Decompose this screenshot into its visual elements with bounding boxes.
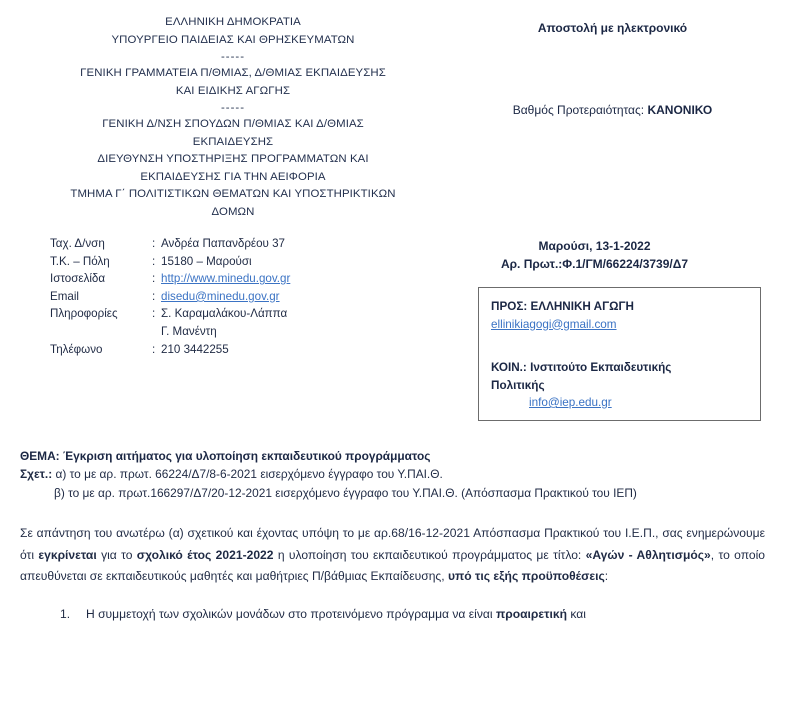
contact-row	[50, 253, 448, 271]
text-run: και	[567, 606, 586, 621]
contact-separator: :	[152, 272, 156, 286]
directorate-line-2: ΕΚΠΑΙΔΕΥΣΗΣ	[192, 135, 274, 148]
contact-and-addressee-zone	[0, 235, 787, 421]
recipient-box-spacer	[491, 333, 750, 359]
contact-label	[50, 323, 152, 341]
text-run: Η συμμετοχή των σχολικών μονάδων στο προτεινόμενο πρόγραμμα να είναι	[86, 606, 496, 621]
emphasis-run: «Αγών - Αθλητισμός»	[585, 547, 711, 562]
org-line-ministry: ΥΠΟΥΡΓΕΙΟ ΠΑΙΔΕΙΑΣ ΚΑΙ ΘΡΗΣΚΕΥΜΑΤΩΝ	[111, 33, 355, 46]
text-run: για το	[96, 547, 137, 562]
contact-label: Ταχ. Δ/νση	[50, 237, 105, 250]
subject-text: Έγκριση αιτήματος για υλοποίηση εκπαιδευτικού προγράμματος	[62, 448, 431, 463]
document-header	[0, 0, 787, 221]
document-meta	[454, 235, 769, 273]
text-run: Σε απάντηση του ανωτέρω (α) σχετικού και έχοντας υπόψη το με αρ.68/16-12-2021 Απόσπασμα Πρακτικού του Ι.Ε.Π., σας ενημερώνουμε ότι	[20, 526, 765, 562]
contact-value: Σ. Καραμαλάκου-Λάππα	[161, 307, 288, 321]
priority-line	[456, 102, 769, 118]
org-line-republic: ΕΛΛΗΝΙΚΗ ΔΗΜΟΚΡΑΤΙΑ	[165, 16, 301, 28]
contact-value: Ανδρέα Παπανδρέου 37	[161, 237, 285, 250]
reference-line-b	[20, 484, 765, 503]
subject-label: ΘΕΜΑ:	[20, 448, 60, 463]
contact-separator: :	[152, 342, 156, 356]
contact-label: Ιστοσελίδα	[50, 272, 106, 286]
contact-row	[50, 235, 448, 253]
contact-row	[50, 323, 448, 341]
emphasis-run: υπό τις εξής προϋποθέσεις	[447, 569, 605, 583]
reference-line-a	[20, 465, 765, 484]
directorate-line-4: ΕΚΠΑΙΔΕΥΣΗΣ ΓΙΑ ΤΗΝ ΑΕΙΦΟΡΙΑ	[140, 170, 326, 183]
recipient-cc-line-1: ΚΟΙΝ.: Ινστιτούτο Εκπαιδευτικής	[491, 361, 672, 374]
recipient-email-link[interactable]: ellinikiagogi@gmail.com	[491, 317, 617, 331]
text-run: η υλοποίηση του εκπαιδευτικού προγράμματος με τίτλο:	[273, 547, 586, 562]
header-divider-1: -----	[221, 51, 245, 63]
directorate-line-6: ΔΟΜΩΝ	[211, 205, 255, 218]
recipient-box	[478, 287, 761, 421]
subject-line	[20, 447, 765, 466]
emphasis-run: προαιρετική	[495, 606, 567, 621]
recipient-to-line: ΠΡΟΣ: ΕΛΛΗΝΙΚΗ ΑΓΩΓΗ	[491, 300, 634, 313]
delivery-and-priority-block	[448, 10, 769, 118]
place-and-date: Μαρούσι, 13-1-2022	[538, 239, 651, 253]
conditions-list	[20, 604, 765, 626]
secretariat-line-2: ΚΑΙ ΕΙΔΙΚΗΣ ΑΓΩΓΗΣ	[175, 84, 291, 97]
emphasis-run: σχολικό έτος 2021-2022	[136, 547, 274, 562]
contact-value: Γ. Μανέντη	[161, 324, 217, 338]
contact-separator	[152, 323, 161, 341]
list-item-number: 1.	[60, 606, 71, 621]
contact-label: Email	[50, 289, 79, 303]
department-email-link[interactable]: disedu@minedu.gov.gr	[161, 289, 280, 303]
list-item	[60, 604, 765, 626]
priority-value: ΚΑΝΟΝΙΚΟ	[647, 103, 713, 117]
protocol-number: Αρ. Πρωτ.:Φ.1/ΓΜ/66224/3739/Δ7	[500, 257, 689, 271]
contact-value: 15180 – Μαρούσι	[161, 254, 252, 268]
contact-details-block	[18, 235, 448, 358]
contact-label: Τ.Κ. – Πόλη	[50, 254, 110, 268]
contact-label: Τηλέφωνο	[50, 342, 103, 356]
directorate-line-1: ΓΕΝΙΚΗ Δ/ΝΣΗ ΣΠΟΥΔΩΝ Π/ΘΜΙΑΣ ΚΑΙ Δ/ΘΜΙΑΣ	[102, 118, 364, 130]
emphasis-run: εγκρίνεται	[38, 547, 97, 562]
website-link[interactable]: http://www.minedu.gov.gr	[161, 272, 291, 286]
reference-label: Σχετ.:	[20, 467, 53, 481]
reference-text-b: β) το με αρ. πρωτ.166297/Δ7/20-12-2021 εισερχόμενο έγγραφο του Υ.ΠΑΙ.Θ. (Απόσπασμα Πρακτικού του ΙΕΠ)	[54, 486, 637, 500]
cc-email-link[interactable]: info@iep.edu.gr	[529, 396, 612, 409]
recipient-cc-email-row	[491, 394, 750, 412]
directorate-line-3: ΔΙΕΥΘΥΝΣΗ ΥΠΟΣΤΗΡΙΞΗΣ ΠΡΟΓΡΑΜΜΑΤΩΝ ΚΑΙ	[97, 153, 369, 165]
contact-row	[50, 288, 448, 306]
contact-separator: :	[152, 237, 156, 250]
contact-row	[50, 341, 448, 359]
main-paragraph	[20, 523, 765, 588]
reference-text-a: α) το με αρ. πρωτ. 66224/Δ7/8-6-2021 εισερχόμενο έγγραφο του Υ.ΠΑΙ.Θ.	[55, 467, 443, 481]
contact-value: 210 3442255	[161, 342, 229, 356]
secretariat-line-1: ΓΕΝΙΚΗ ΓΡΑΜΜΑΤΕΙΑ Π/ΘΜΙΑΣ, Δ/ΘΜΙΑΣ ΕΚΠΑΙΔΕΥΣΗΣ	[80, 67, 386, 79]
date-and-recipient-block	[448, 235, 769, 421]
header-divider-2: -----	[221, 102, 245, 114]
text-run: , το οποίο απευθύνεται σε εκπαιδευτικούς μαθητές και μαθήτριες Π/βάθμιας Εκπαίδευσης,	[20, 547, 766, 583]
recipient-cc-line-2: Πολιτικής	[491, 378, 545, 392]
contact-label: Πληροφορίες	[50, 307, 118, 321]
list-item-text	[86, 604, 765, 626]
issuing-authority-block	[18, 10, 448, 221]
document-body	[0, 447, 787, 626]
priority-label: Βαθμός Προτεραιότητας:	[512, 103, 645, 117]
contact-separator: :	[152, 289, 156, 303]
contact-separator: :	[152, 307, 156, 321]
directorate-line-5: ΤΜΗΜΑ Γ΄ ΠΟΛΙΤΙΣΤΙΚΩΝ ΘΕΜΑΤΩΝ ΚΑΙ ΥΠΟΣΤΗΡΙΚΤΙΚΩΝ	[70, 188, 396, 200]
contact-row	[50, 270, 448, 288]
delivery-note: Αποστολή με ηλεκτρονικό	[537, 21, 688, 35]
text-run: :	[604, 569, 609, 583]
contact-row	[50, 305, 448, 323]
contact-separator: :	[152, 254, 156, 268]
recipient-to-email-row	[491, 316, 750, 334]
